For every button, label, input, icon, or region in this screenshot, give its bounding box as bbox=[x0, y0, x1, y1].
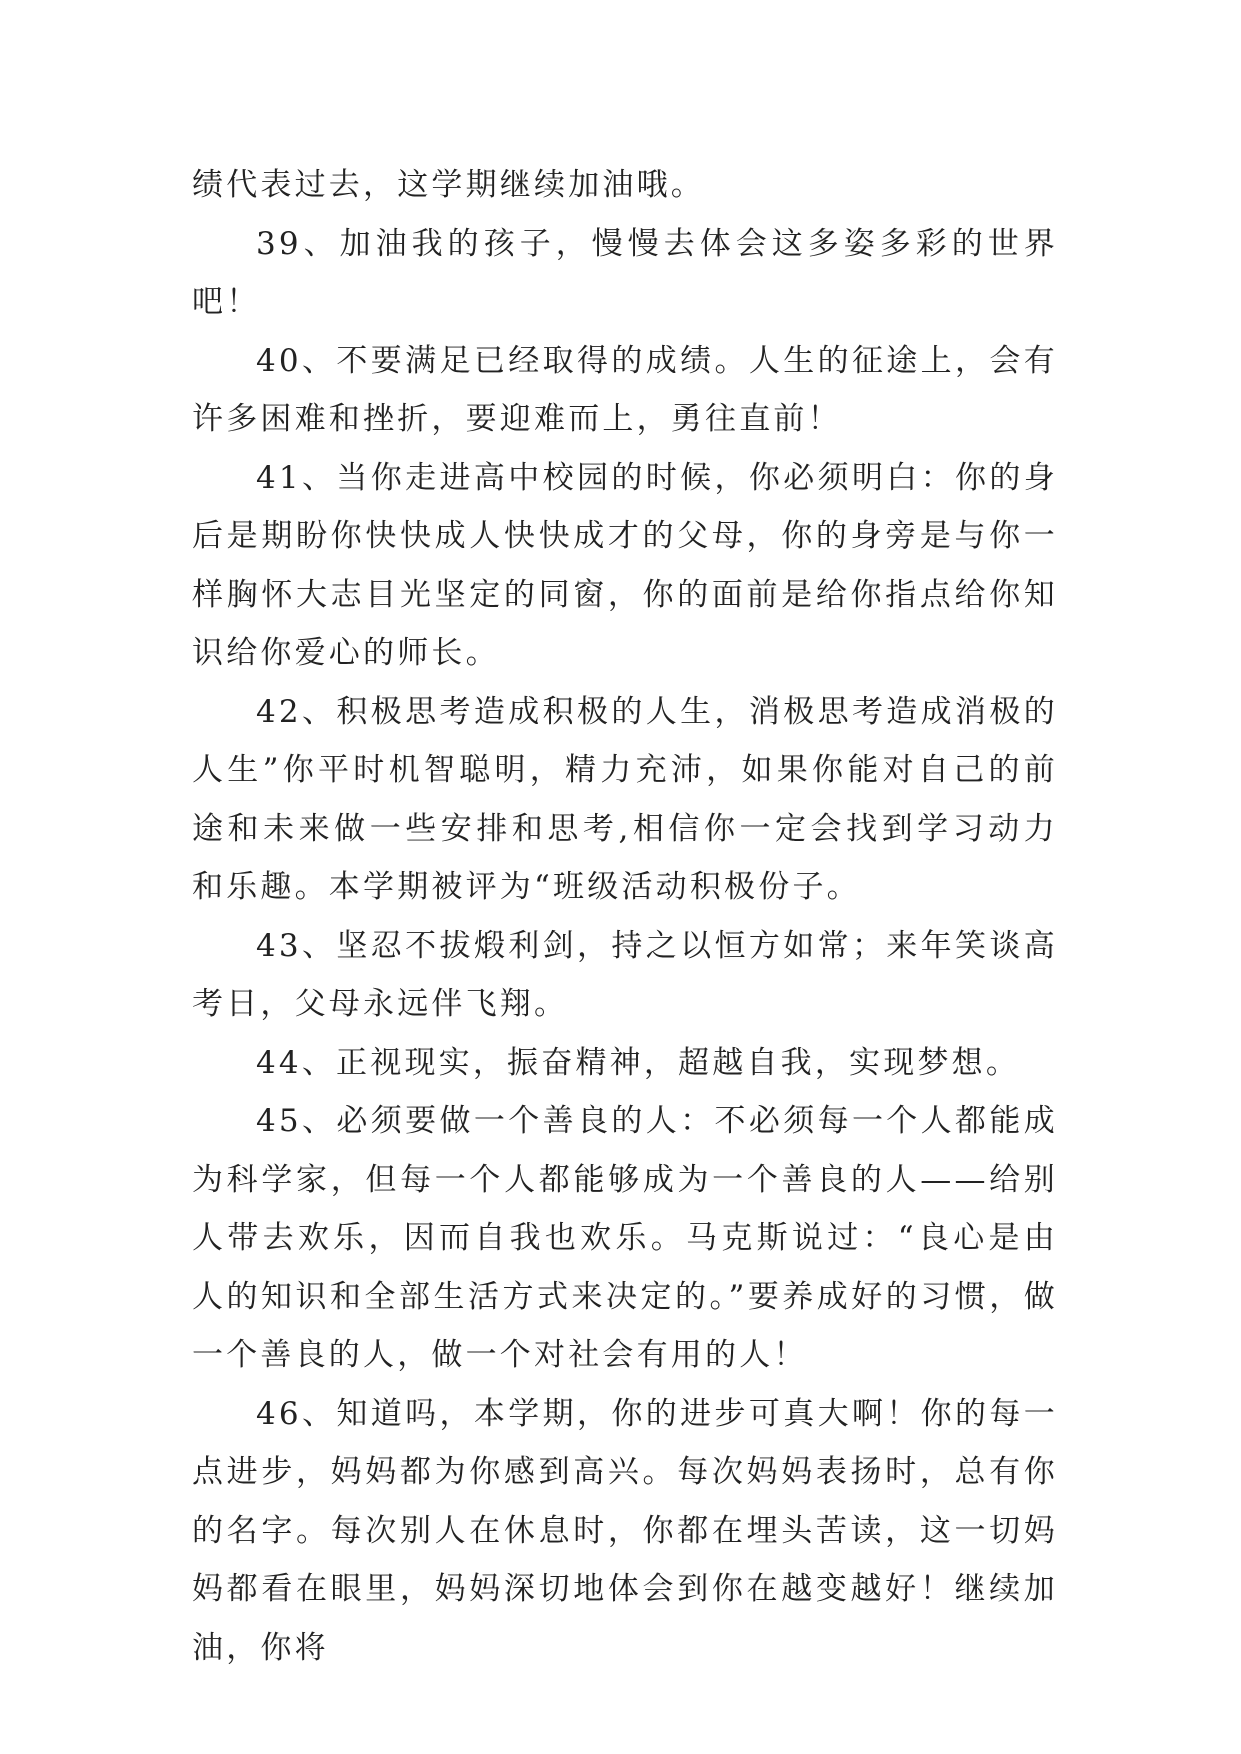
paragraph-46: 46、知道吗，本学期，你的进步可真大啊！你的每一点进步，妈妈都为你感到高兴。每次妈妈表扬时，总有你的名字。每次别人在休息时，你都在埋头苦读，这一切妈妈都看在眼里，妈妈深切地体会到你在越变越好！继续加油，你将 bbox=[192, 1395, 1058, 1666]
paragraph-41: 41、当你走进高中校园的时候，你必须明白：你的身后是期盼你快快成人快快成才的父母，你的身旁是与你一样胸怀大志目光坚定的同窗，你的面前是给你指点给你知识给你爱心的师长。 bbox=[192, 459, 1058, 671]
paragraph-39: 39、加油我的孩子，慢慢去体会这多姿多彩的世界吧！ bbox=[192, 225, 1058, 320]
paragraph-40: 40、不要满足已经取得的成绩。人生的征途上，会有许多困难和挫折，要迎难而上，勇往直前！ bbox=[192, 342, 1058, 437]
paragraph-45: 45、必须要做一个善良的人：不必须每一个人都能成为科学家，但每一个人都能够成为一个善良的人——给别人带去欢乐，因而自我也欢乐。马克斯说过：“良心是由人的知识和全部生活方式来决定的。”要养成好的习惯，做一个善良的人，做一个对社会有用的人！ bbox=[192, 1103, 1058, 1373]
paragraph-43: 43、坚忍不拔煅利剑，持之以恒方如常；来年笑谈高考日，父母永远伴飞翔。 bbox=[192, 927, 1058, 1022]
paragraph-42: 42、积极思考造成积极的人生，消极思考造成消极的人生”你平时机智聪明，精力充沛，如果你能对自己的前途和未来做一些安排和思考,相信你一定会找到学习动力和乐趣。本学期被评为“班级活动积极份子。 bbox=[192, 693, 1058, 905]
paragraph-44: 44、正视现实，振奋精神，超越自我，实现梦想。 bbox=[256, 1044, 1021, 1081]
paragraph-continued: 绩代表过去，这学期继续加油哦。 bbox=[192, 167, 705, 203]
document-body bbox=[192, 156, 1058, 1677]
